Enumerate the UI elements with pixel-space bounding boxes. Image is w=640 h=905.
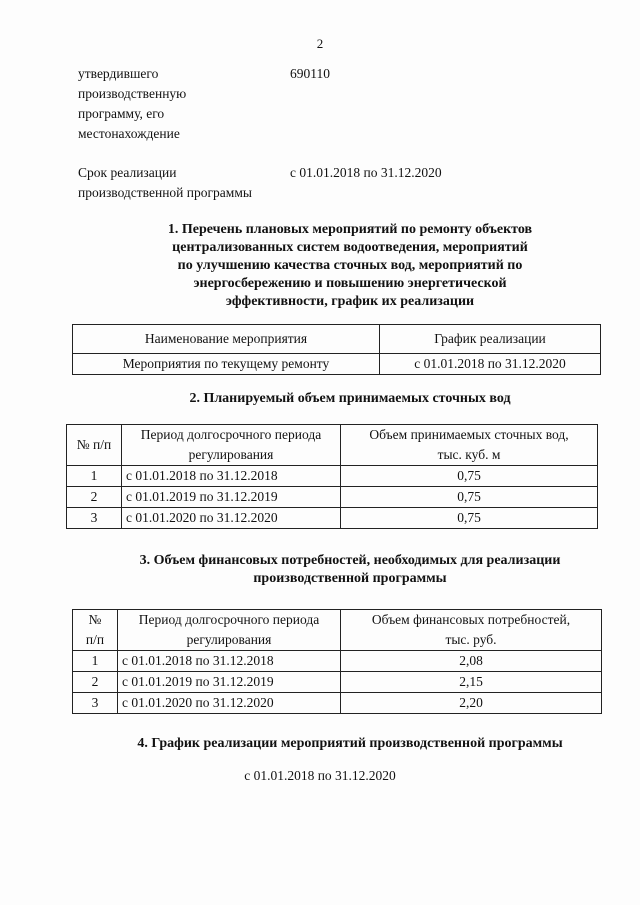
approver-label [78, 64, 278, 144]
table-cell: 0,75 [341, 466, 598, 487]
section2-title: 2. Планируемый объем принимаемых сточных вод [189, 391, 511, 406]
label-line: производственной программы [78, 185, 252, 200]
header-line: Период долгосрочного периода [138, 612, 320, 627]
table-cell: 2 [73, 672, 118, 693]
section3-title [60, 552, 640, 588]
table-cell: с 01.01.2019 по 31.12.2019 [118, 672, 341, 693]
header-cell [73, 610, 118, 651]
header-cell [122, 425, 341, 466]
label-line: утвердившего [78, 66, 159, 81]
title-line: энергосбережению и повышению энергетической [193, 276, 507, 291]
label-line: программу, его [78, 106, 165, 121]
title-line: эффективности, график их реализации [225, 294, 475, 309]
table-cell: с 01.01.2018 по 31.12.2018 [122, 466, 341, 487]
header-line: № п/п [76, 437, 112, 452]
table-cell: 3 [67, 508, 122, 529]
section1-title [60, 221, 640, 311]
table-cell: с 01.01.2020 по 31.12.2020 [122, 508, 341, 529]
header-line: тыс. руб. [445, 632, 497, 647]
table-header-row [73, 610, 602, 651]
title-line: по улучшению качества сточных вод, мероприятий по [177, 258, 523, 273]
table-cell: 0,75 [341, 487, 598, 508]
header-cell [341, 610, 602, 651]
table-cell: 1 [67, 466, 122, 487]
table-row [67, 487, 598, 508]
title-line: 1. Перечень плановых мероприятий по ремонту объектов [167, 222, 533, 237]
table-row [67, 508, 598, 529]
table-cell: 2,20 [341, 693, 602, 714]
header-line: п/п [85, 632, 105, 647]
label-line: Срок реализации [78, 165, 177, 180]
section4-title: 4. График реализации мероприятий производственной программы [137, 736, 563, 751]
table-cell: с 01.01.2018 по 31.12.2020 [380, 354, 601, 375]
title-line: централизованных систем водоотведения, мероприятий [172, 240, 528, 255]
finance-table [72, 609, 602, 714]
label-line: местонахождение [78, 126, 180, 141]
table-row [73, 651, 602, 672]
page-number: 2 [316, 36, 324, 51]
header-cell [67, 425, 122, 466]
table-header-row [73, 325, 601, 354]
table-row [73, 354, 601, 375]
table-cell: Мероприятия по текущему ремонту [73, 354, 380, 375]
section4-period: с 01.01.2018 по 31.12.2020 [244, 768, 396, 783]
approver-value: 690110 [290, 66, 330, 81]
table-cell: с 01.01.2018 по 31.12.2018 [118, 651, 341, 672]
header-cell [341, 425, 598, 466]
measures-table [72, 324, 601, 375]
header-line: регулирования [186, 632, 272, 647]
table-row [73, 693, 602, 714]
table-cell: 3 [73, 693, 118, 714]
header-line: Объем принимаемых сточных вод, [369, 427, 569, 442]
header-line: Период долгосрочного периода [140, 427, 322, 442]
table-header-row [67, 425, 598, 466]
header-cell [118, 610, 341, 651]
table-cell: с 01.01.2020 по 31.12.2020 [118, 693, 341, 714]
title-line: 3. Объем финансовых потребностей, необходимых для реализации [139, 553, 561, 568]
period-value: с 01.01.2018 по 31.12.2020 [290, 165, 442, 180]
label-line: производственную [78, 86, 187, 101]
table-cell: 0,75 [341, 508, 598, 529]
header-line: Объем финансовых потребностей, [371, 612, 571, 627]
title-line: производственной программы [253, 571, 447, 586]
table-cell: с 01.01.2019 по 31.12.2019 [122, 487, 341, 508]
header-line: тыс. куб. м [437, 447, 501, 462]
table-cell: 1 [73, 651, 118, 672]
header-line: регулирования [188, 447, 274, 462]
table-row [73, 672, 602, 693]
table-cell: 2 [67, 487, 122, 508]
header-cell: Наименование мероприятия [73, 325, 380, 354]
header-cell: График реализации [380, 325, 601, 354]
table-row [67, 466, 598, 487]
period-label [78, 163, 278, 203]
table-cell: 2,08 [341, 651, 602, 672]
table-cell: 2,15 [341, 672, 602, 693]
wastewater-table [66, 424, 598, 529]
header-line: № [88, 612, 102, 627]
